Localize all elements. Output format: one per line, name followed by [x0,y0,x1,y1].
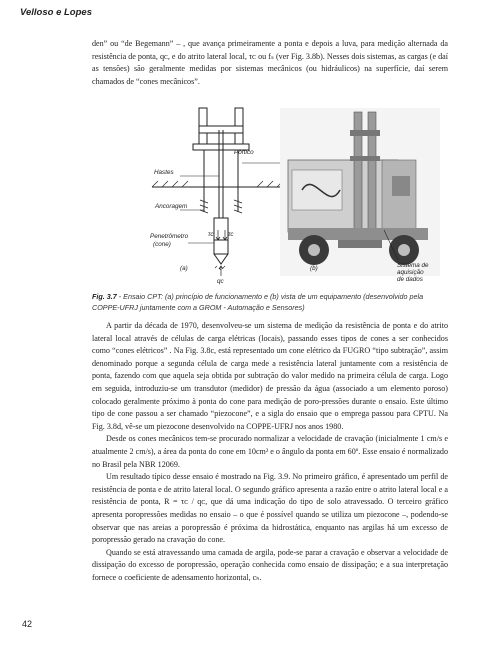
label-cone: (cone) [153,241,171,248]
page-number: 42 [22,619,33,629]
body-paragraph-3: Um resultado típico desse ensaio é mostrado na Fig. 3.9. No primeiro gráfico, é apresentado um perfil de resistência de ponta e de atrito lateral local. O segundo gráfico apresenta a razão entre o atrito lateral local e a resistência de ponta, R = τᴄ / qᴄ, que dá uma indicação do tipo de solo atravessado. O terceiro gráfico apresenta poropressões medidas no ensaio – o que é possível quando se utiliza um piezocone –, podendo-se observar que nas areias a poropressão é próxima da hidrostática, enquanto nas argilas há um excesso de poropressão gerado na cravação do cone. [92,472,448,545]
label-sistema-1: Sistema de [397,262,429,269]
equipment-photo-panel-b [280,108,440,276]
label-ancoragem: Ancoragem [155,203,188,210]
label-penetrometro: Penetrômetro [150,233,189,240]
figure-caption-number: Fig. 3.7 [92,292,117,301]
intro-paragraph: den” ou “de Begemann” – , que avança primeiramente a ponta e depois a luva, para medição alternada da resistência de ponta, qᴄ, e do atrito lateral local, τᴄ ou fₛ (ver Fig. 3.8b). Nesses dois sistemas, as cargas (e daí as tensões) são geralmente medidas por sistemas mecânicos (ou hidráulicos) na superfície, daí serem chamados de “cones mecânicos”. [92,39,448,86]
figure-3-7 [92,100,448,286]
schematic-panel-a [152,108,302,276]
label-sistema-3: de dados [397,276,423,283]
label-portico: Pórtico [234,149,254,156]
label-panel-b: (b) [310,265,318,272]
running-header-author: Velloso e Lopes [20,7,92,18]
figure-caption-text: - Ensaio CPT: (a) princípio de funcionamento e (b) vista de um equipamento (desenvolvido pela COPPE-UFRJ juntamente com a GROM - Automação e Sensores) [92,292,424,312]
body-paragraph-1: A partir da década de 1970, desenvolveu-se um sistema de medição da resistência de ponta e do atrito lateral local através de células de carga elétricas (locais), passando esses tipos de cones a ser conhecidos como “cones elétricos” . Na Fig. 3.8c, está representado um cone elétrico da FUGRO “tipo subtração”, assim denominado porque a segunda célula de carga mede a resistência lateral juntamente com a resistência de ponta, fazendo com que aquela seja obtida por subtração do valor medido na primeira célula de carga. Logo em seguida, introduziu-se um transdutor (medidor) de pressão da água (associado a um elemento poroso) colocado geralmente próximo à ponta do cone para medição de poro-pressões durante o ensaio. Este último tipo de cone passou a ser chamado “piezocone”, e a sigla do ensaio que o emprega passou para CPTU. Na Fig. 3.8d, vê-se um piezocone desenvolvido na COPPE-UFRJ nos anos 1980. [92,321,448,431]
figure-caption [92,292,448,313]
cpt-illustration [92,100,448,286]
body-paragraph-2: Desde os cones mecânicos tem-se procurado normalizar a velocidade de cravação (inicialmente 1 cm/s e atualmente 2 cm/s), a área da ponta do cone em 10cm² e o ângulo da ponta em 60º. Esse ensaio é normalizado no Brasil pela NBR 12069. [92,434,448,469]
label-q-c: qc [217,278,224,285]
label-tau-c-right: τc [228,231,234,238]
label-sistema-2: aquisição [397,269,424,276]
label-panel-a: (a) [180,265,188,272]
body-section [92,320,448,584]
intro-section [92,38,448,88]
body-paragraph-4: Quando se está atravessando uma camada de argila, pode-se parar a cravação e observar a velocidade de dissipação do excesso de poropressão, operação conhecida como ensaio de dissipação; e a sua interpretação fornece o coeficiente de adensamento horizontal, cₕ. [92,547,448,582]
label-tau-c-left: τc [208,231,214,238]
label-hastes: Hastes [154,169,174,176]
